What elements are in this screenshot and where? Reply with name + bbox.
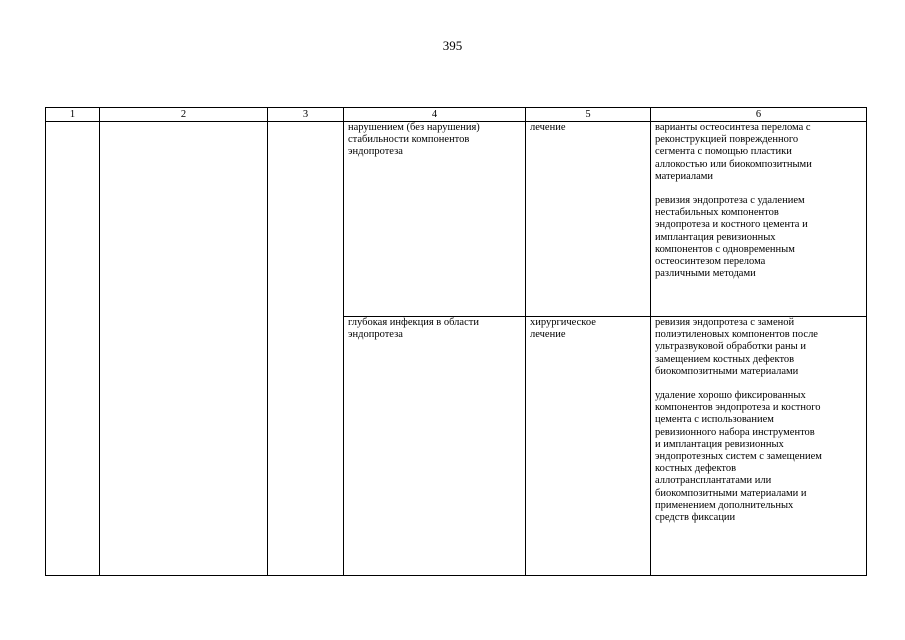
table-cell-col2 (100, 122, 268, 576)
method-paragraph: ревизия эндопротеза с заменой полиэтиленовых компонентов после ультразвуковой обработки раны и замещением костных дефектов биокомпозитными материалами (655, 317, 818, 377)
method-paragraph: ревизия эндопротеза с удалением нестабильных компонентов эндопротеза и костного цемента и имплантация ревизионных компонентов с одновременным остеосинтезом перелома различными методами (655, 195, 808, 280)
table-cell-condition (344, 317, 526, 576)
table-cell-col3 (268, 122, 344, 576)
table-cell-method (651, 317, 867, 576)
method-paragraph: варианты остеосинтеза перелома с реконструкцией поврежденного сегмента с помощью пластики аллокостью или биокомпозитными материалами (655, 122, 812, 182)
column-header-6: 6 (651, 108, 867, 122)
column-header-3: 3 (268, 108, 344, 122)
condition-text: глубокая инфекция в области эндопротеза (348, 317, 479, 341)
method-paragraph: удаление хорошо фиксированных компонентов эндопротеза и костного цемента с использованием ревизионного набора инструментов и имплантация ревизионных эндопротезных систем с замещением костных дефектов аллотрансплантатами или биокомпозитными материалами и применением дополнительных средств фиксации (655, 390, 822, 524)
table-header-row (46, 108, 867, 122)
column-header-2: 2 (100, 108, 268, 122)
treatment-type-text: лечение (530, 122, 566, 133)
table-row (46, 122, 867, 317)
column-header-1: 1 (46, 108, 100, 122)
column-header-4: 4 (344, 108, 526, 122)
table-cell-condition (344, 122, 526, 317)
table-cell-treatment-type (526, 122, 651, 317)
treatment-type-text: хирургическое лечение (530, 317, 596, 341)
table-cell-treatment-type (526, 317, 651, 576)
table-cell-method (651, 122, 867, 317)
table-cell-col1 (46, 122, 100, 576)
column-header-5: 5 (526, 108, 651, 122)
condition-text: нарушением (без нарушения) стабильности компонентов эндопротеза (348, 122, 480, 158)
document-table (45, 107, 867, 576)
page-number: 395 (442, 38, 463, 53)
